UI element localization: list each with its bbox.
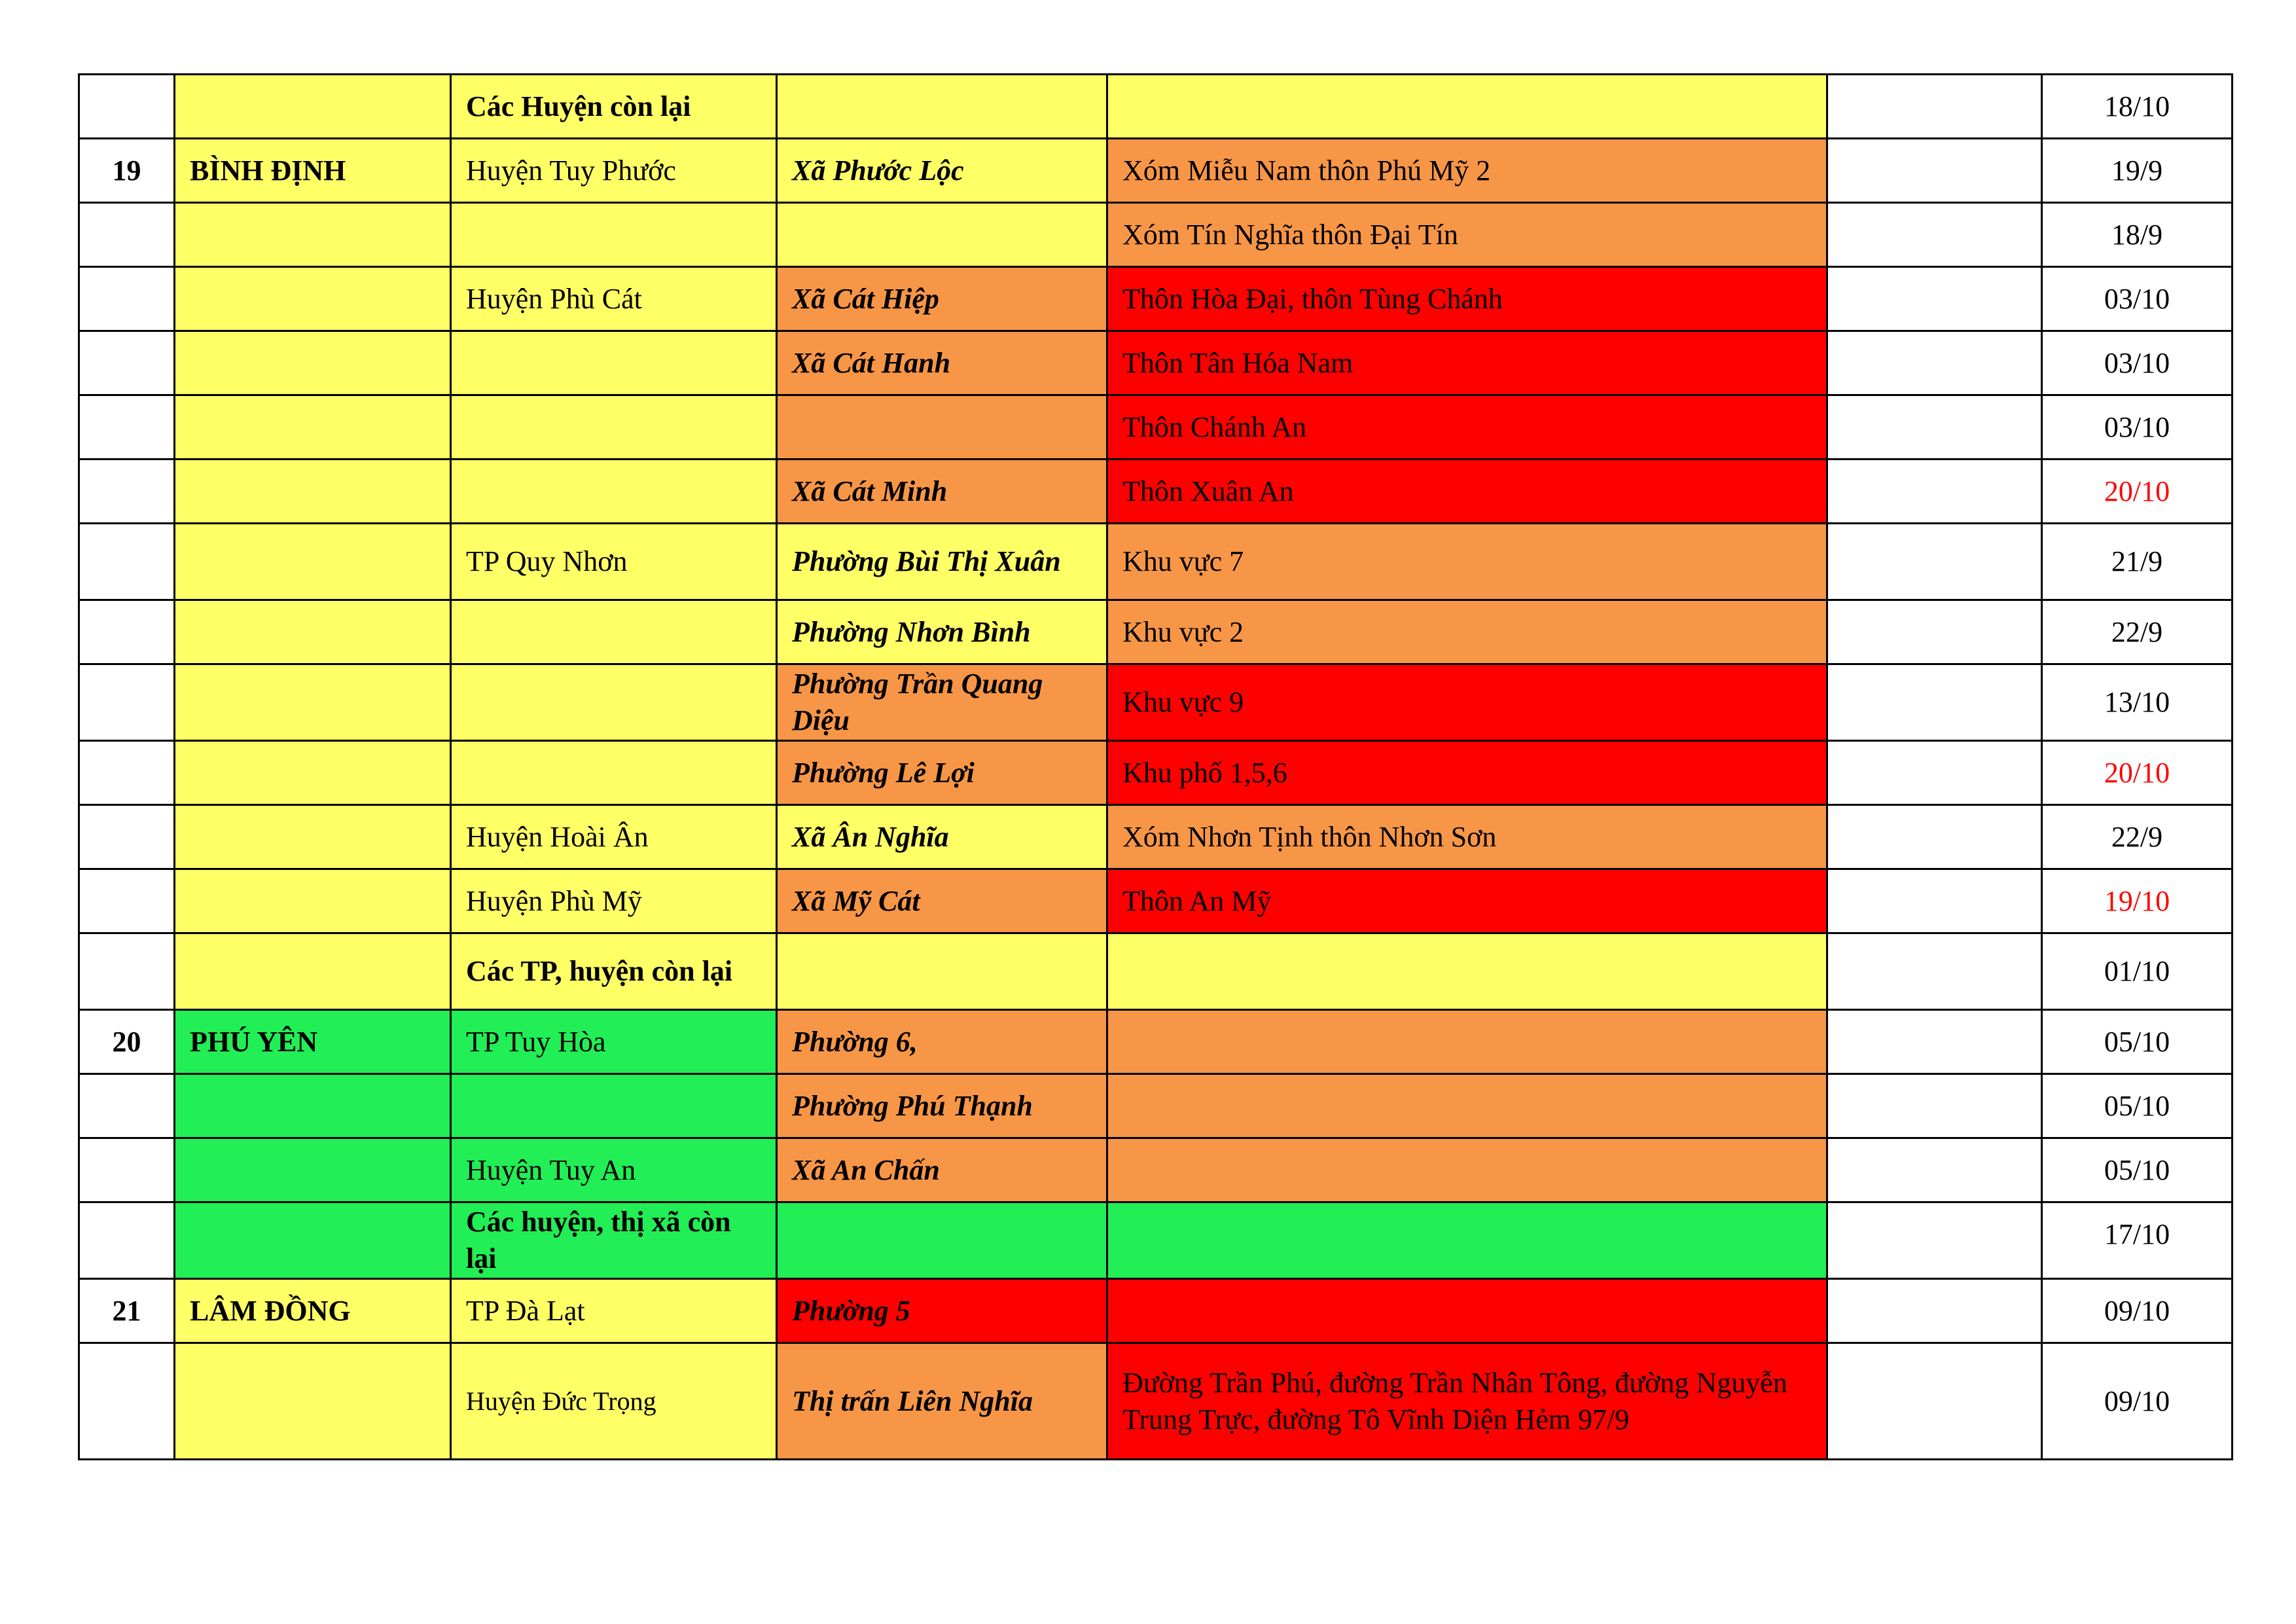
row-number (79, 395, 175, 460)
commune-cell (777, 933, 1107, 1010)
row-number (79, 1074, 175, 1138)
area-cell (1107, 1138, 1827, 1202)
district-cell (451, 331, 777, 395)
district-cell: Các TP, huyện còn lại (451, 933, 777, 1010)
table-row (79, 1279, 2233, 1343)
date-cell: 19/9 (2042, 139, 2233, 203)
province-cell (175, 524, 451, 600)
area-cell (1107, 75, 1827, 139)
empty-cell (1827, 664, 2042, 741)
area-cell: Thôn Tân Hóa Nam (1107, 331, 1827, 395)
province-cell (175, 1343, 451, 1460)
area-cell: Xóm Miễu Nam thôn Phú Mỹ 2 (1107, 139, 1827, 203)
table-row (79, 600, 2233, 664)
commune-cell: Phường 6, (777, 1010, 1107, 1074)
district-cell: Các Huyện còn lại (451, 75, 777, 139)
date-cell: 18/9 (2042, 203, 2233, 267)
table-row (79, 1138, 2233, 1202)
province-cell (175, 460, 451, 524)
commune-cell: Xã Mỹ Cát (777, 869, 1107, 933)
province-cell: BÌNH ĐỊNH (175, 139, 451, 203)
district-cell: Huyện Tuy Phước (451, 139, 777, 203)
area-cell (1107, 1279, 1827, 1343)
table-row (79, 1202, 2233, 1279)
date-cell: 20/10 (2042, 741, 2233, 805)
date-cell: 09/10 (2042, 1279, 2233, 1343)
district-cell (451, 460, 777, 524)
table-row (79, 741, 2233, 805)
province-cell (175, 267, 451, 331)
row-number (79, 75, 175, 139)
empty-cell (1827, 1202, 2042, 1279)
district-cell: Huyện Phù Cát (451, 267, 777, 331)
table-row (79, 267, 2233, 331)
district-cell: Huyện Đức Trọng (451, 1343, 777, 1460)
table-row (79, 1074, 2233, 1138)
district-cell: Huyện Tuy An (451, 1138, 777, 1202)
district-cell: Các huyện, thị xã còn lại (451, 1202, 777, 1279)
date-cell: 01/10 (2042, 933, 2233, 1010)
row-number (79, 664, 175, 741)
table-row (79, 869, 2233, 933)
area-cell (1107, 1202, 1827, 1279)
commune-cell (777, 75, 1107, 139)
date-cell: 13/10 (2042, 664, 2233, 741)
empty-cell (1827, 395, 2042, 460)
date-cell: 05/10 (2042, 1074, 2233, 1138)
date-cell: 05/10 (2042, 1010, 2233, 1074)
empty-cell (1827, 331, 2042, 395)
area-cell: Xóm Nhơn Tịnh thôn Nhơn Sơn (1107, 805, 1827, 869)
district-cell: Huyện Phù Mỹ (451, 869, 777, 933)
province-cell: LÂM ĐỒNG (175, 1279, 451, 1343)
row-number (79, 1202, 175, 1279)
province-cell (175, 869, 451, 933)
date-cell: 03/10 (2042, 331, 2233, 395)
province-cell (175, 933, 451, 1010)
province-cell (175, 1074, 451, 1138)
table-row (79, 460, 2233, 524)
commune-cell: Phường Phú Thạnh (777, 1074, 1107, 1138)
empty-cell (1827, 203, 2042, 267)
commune-cell: Xã Cát Hiệp (777, 267, 1107, 331)
area-cell: Xóm Tín Nghĩa thôn Đại Tín (1107, 203, 1827, 267)
table-row (79, 331, 2233, 395)
empty-cell (1827, 267, 2042, 331)
row-number (79, 805, 175, 869)
date-cell: 20/10 (2042, 460, 2233, 524)
area-cell: Khu phố 1,5,6 (1107, 741, 1827, 805)
commune-cell: Phường Trần Quang Diệu (777, 664, 1107, 741)
row-number: 19 (79, 139, 175, 203)
table-row (79, 1010, 2233, 1074)
date-cell: 18/10 (2042, 75, 2233, 139)
province-cell (175, 741, 451, 805)
area-cell: Đường Trần Phú, đường Trần Nhân Tông, đường Nguyễn Trung Trực, đường Tô Vĩnh Diện Hẻm 97/9 (1107, 1343, 1827, 1460)
district-cell (451, 664, 777, 741)
empty-cell (1827, 600, 2042, 664)
area-cell: Thôn Hòa Đại, thôn Tùng Chánh (1107, 267, 1827, 331)
row-number: 20 (79, 1010, 175, 1074)
date-cell: 22/9 (2042, 600, 2233, 664)
table-row (79, 664, 2233, 741)
area-cell (1107, 933, 1827, 1010)
district-cell (451, 741, 777, 805)
table-row (79, 395, 2233, 460)
commune-cell (777, 203, 1107, 267)
commune-cell: Phường Bùi Thị Xuân (777, 524, 1107, 600)
area-cell: Thôn Xuân An (1107, 460, 1827, 524)
empty-cell (1827, 933, 2042, 1010)
empty-cell (1827, 1074, 2042, 1138)
table-row (79, 805, 2233, 869)
district-cell: TP Đà Lạt (451, 1279, 777, 1343)
commune-cell: Xã Ân Nghĩa (777, 805, 1107, 869)
zone-table (78, 73, 2233, 1460)
row-number (79, 933, 175, 1010)
date-cell: 17/10 (2042, 1202, 2233, 1279)
row-number (79, 460, 175, 524)
date-cell: 09/10 (2042, 1343, 2233, 1460)
row-number (79, 524, 175, 600)
date-cell: 03/10 (2042, 395, 2233, 460)
date-cell: 19/10 (2042, 869, 2233, 933)
province-cell: PHÚ YÊN (175, 1010, 451, 1074)
district-cell (451, 600, 777, 664)
empty-cell (1827, 805, 2042, 869)
area-cell: Thôn An Mỹ (1107, 869, 1827, 933)
district-cell (451, 1074, 777, 1138)
commune-cell (777, 1202, 1107, 1279)
area-cell (1107, 1074, 1827, 1138)
row-number (79, 331, 175, 395)
date-cell: 21/9 (2042, 524, 2233, 600)
row-number (79, 741, 175, 805)
commune-cell: Phường Nhơn Bình (777, 600, 1107, 664)
empty-cell (1827, 869, 2042, 933)
commune-cell: Xã An Chấn (777, 1138, 1107, 1202)
province-cell (175, 75, 451, 139)
row-number (79, 600, 175, 664)
table-row (79, 524, 2233, 600)
empty-cell (1827, 1138, 2042, 1202)
row-number (79, 203, 175, 267)
area-cell: Khu vực 9 (1107, 664, 1827, 741)
date-cell: 22/9 (2042, 805, 2233, 869)
commune-cell: Phường 5 (777, 1279, 1107, 1343)
empty-cell (1827, 1343, 2042, 1460)
area-cell: Khu vực 7 (1107, 524, 1827, 600)
commune-cell: Thị trấn Liên Nghĩa (777, 1343, 1107, 1460)
district-cell: TP Quy Nhơn (451, 524, 777, 600)
commune-cell: Xã Cát Hanh (777, 331, 1107, 395)
table-row (79, 1343, 2233, 1460)
empty-cell (1827, 139, 2042, 203)
table-row (79, 203, 2233, 267)
row-number (79, 267, 175, 331)
table-row (79, 139, 2233, 203)
province-cell (175, 203, 451, 267)
area-cell: Khu vực 2 (1107, 600, 1827, 664)
province-cell (175, 1138, 451, 1202)
empty-cell (1827, 460, 2042, 524)
empty-cell (1827, 1010, 2042, 1074)
commune-cell: Xã Cát Minh (777, 460, 1107, 524)
area-cell (1107, 1010, 1827, 1074)
commune-cell: Phường Lê Lợi (777, 741, 1107, 805)
district-cell: TP Tuy Hòa (451, 1010, 777, 1074)
province-cell (175, 805, 451, 869)
province-cell (175, 600, 451, 664)
province-cell (175, 664, 451, 741)
date-cell: 03/10 (2042, 267, 2233, 331)
empty-cell (1827, 741, 2042, 805)
empty-cell (1827, 1279, 2042, 1343)
empty-cell (1827, 75, 2042, 139)
province-cell (175, 331, 451, 395)
row-number (79, 1138, 175, 1202)
table-row (79, 75, 2233, 139)
area-cell: Thôn Chánh An (1107, 395, 1827, 460)
table-row (79, 933, 2233, 1010)
row-number (79, 869, 175, 933)
province-cell (175, 395, 451, 460)
date-cell: 05/10 (2042, 1138, 2233, 1202)
row-number: 21 (79, 1279, 175, 1343)
commune-cell (777, 395, 1107, 460)
row-number (79, 1343, 175, 1460)
district-cell: Huyện Hoài Ân (451, 805, 777, 869)
empty-cell (1827, 524, 2042, 600)
district-cell (451, 395, 777, 460)
commune-cell: Xã Phước Lộc (777, 139, 1107, 203)
province-cell (175, 1202, 451, 1279)
district-cell (451, 203, 777, 267)
